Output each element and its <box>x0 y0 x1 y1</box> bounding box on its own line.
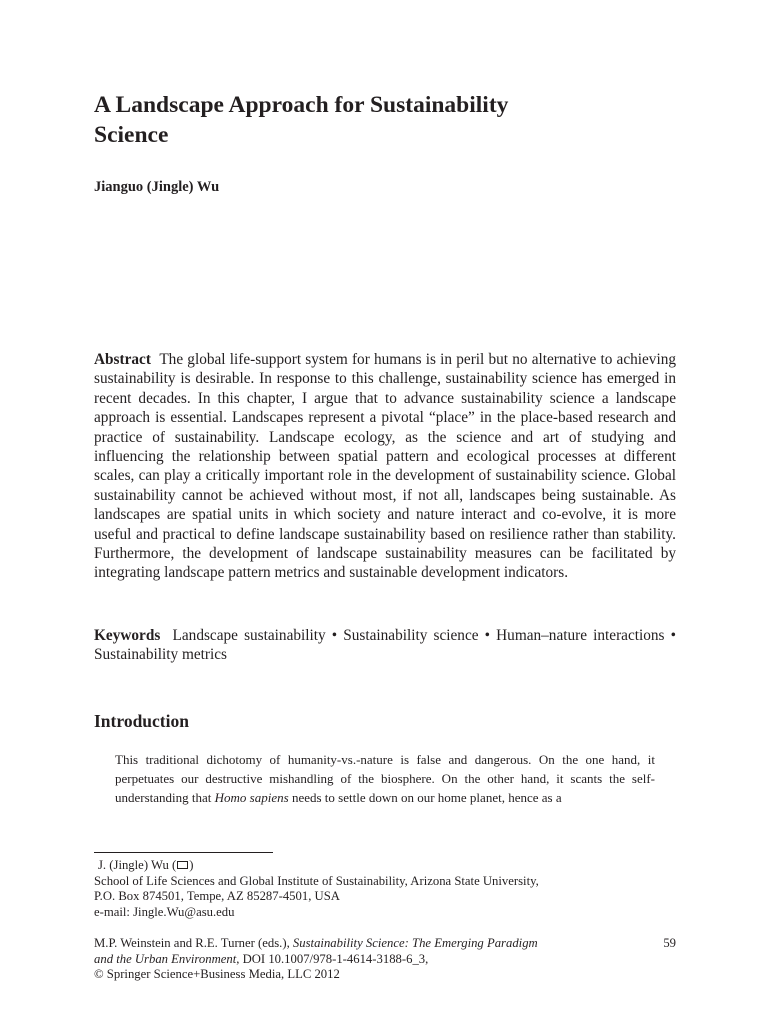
keywords-text: Landscape sustainability • Sustainability science • Human–nature interactions • Sustainability metrics <box>94 627 676 664</box>
affiliation-author: J. (Jingle) Wu <box>98 858 169 872</box>
title-line-1: A Landscape Approach for Sustainability <box>94 92 509 118</box>
title-line-2: Science <box>94 122 169 148</box>
paper-page <box>94 0 676 1024</box>
page-number: 59 <box>663 936 676 950</box>
citation-book-title-2: and the Urban Environment <box>94 951 237 966</box>
paper-title <box>94 90 654 150</box>
epigraph-text-before: This traditional dichotomy of humanity-vs.-nature is false and dangerous. On the one hand, it perpetuates our destructive mishandling of the biosphere. On the other hand, it scants the self-understanding that <box>115 752 655 806</box>
section-heading-introduction: Introduction <box>94 711 189 731</box>
keywords-label: Keywords <box>94 627 161 644</box>
epigraph-text-after: needs to settle down on our home planet, hence as a <box>288 790 562 806</box>
abstract <box>94 350 676 583</box>
keywords <box>94 626 676 665</box>
affiliation-line-1: School of Life Sciences and Global Institute of Sustainability, Arizona State University, <box>94 873 539 888</box>
citation-doi: , DOI 10.1007/978-1-4614-3188-6_3, <box>236 951 429 966</box>
epigraph-quote <box>115 750 655 808</box>
footnote-divider <box>94 852 273 853</box>
citation-book-title-1: Sustainability Science: The Emerging Paradigm <box>292 936 538 950</box>
affiliation-line-2: P.O. Box 874501, Tempe, AZ 85287-4501, USA <box>94 889 340 903</box>
citation-editors: M.P. Weinstein and R.E. Turner (eds.), <box>94 936 293 950</box>
epigraph-italic: Homo sapiens <box>214 790 289 806</box>
citation-line-2 <box>94 952 634 968</box>
affiliation-author-line: J. (Jingle) Wu ( ) <box>98 858 194 872</box>
author-name: Jianguo (Jingle) Wu <box>94 179 220 195</box>
abstract-text: The global life-support system for humans is in peril but no alternative to achieving sustainability is desirable. In response to this challenge, sustainability science has emerged in recent decades. In this chapter, I argue that to advance sustainability science a landscape approach is essential. Landscapes represent a pivotal “place” in the place-based research and practice of sustainability. Landscape ecology, as the science and art of studying and influencing the relationship between spatial pattern and ecological processes at different scales, can play a critically important role in the development of sustainability science. Global sustainability cannot be achieved without most, if not all, landscapes being sustainable. As landscapes are spatial units in which society and nature interact and co-evolve, it is more useful and practical to define landscape sustainability based on resilience rather than stability. Furthermore, the development of landscape sustainability measures can be facilitated by integrating landscape pattern metrics and sustainable development indicators. <box>94 351 676 582</box>
citation-copyright: © Springer Science+Business Media, LLC 2012 <box>94 967 340 981</box>
author-affiliation <box>94 858 676 920</box>
affiliation-email: e-mail: Jingle.Wu@asu.edu <box>94 904 235 919</box>
abstract-label: Abstract <box>94 351 151 368</box>
envelope-icon <box>177 861 188 869</box>
citation-line-1 <box>94 936 634 952</box>
book-citation <box>94 936 634 983</box>
